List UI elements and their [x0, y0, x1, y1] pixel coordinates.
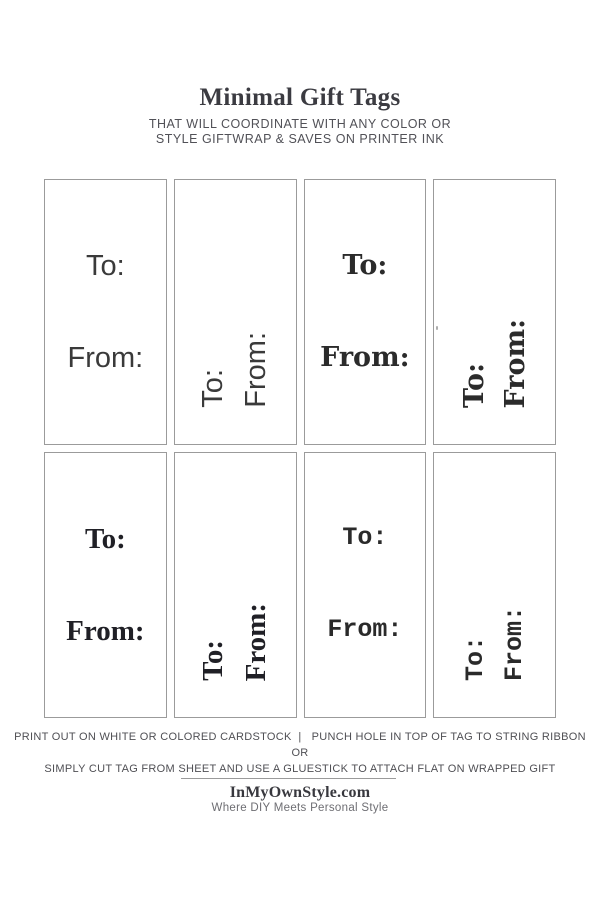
- gift-tag-4-vertical: [433, 179, 556, 445]
- from-label: From:: [66, 615, 145, 647]
- instructions-line-3: SIMPLY CUT TAG FROM SHEET AND USE A GLUESTICK TO ATTACH FLAT ON WRAPPED GIFT: [44, 763, 556, 775]
- subtitle-line-2: STYLE GIFTWRAP & SAVES ON PRINTER INK: [155, 131, 445, 146]
- instructions-line-2: OR: [291, 747, 309, 759]
- gift-tag-8-vertical: [433, 452, 556, 718]
- gift-tag-3-horizontal: [304, 179, 427, 445]
- to-label: To:: [460, 635, 490, 681]
- rotated-label-pair: [175, 332, 296, 408]
- from-label: From:: [499, 318, 531, 408]
- page-title: Minimal Gift Tags: [199, 84, 401, 111]
- rotated-label-pair: [434, 606, 555, 681]
- gift-tag-6-vertical: [174, 452, 297, 718]
- gift-tag-7-horizontal: [304, 452, 427, 718]
- from-label: From:: [320, 342, 410, 373]
- site-brand: InMyOwnStyle.com: [229, 784, 371, 801]
- print-instructions: [0, 729, 600, 777]
- gift-tag-grid: [44, 179, 556, 718]
- from-label: From:: [240, 332, 273, 408]
- rotated-label-pair: [434, 319, 555, 408]
- to-label: To:: [84, 523, 126, 555]
- rotated-label-pair: [175, 603, 296, 681]
- from-label: From:: [240, 602, 273, 681]
- to-label: To:: [458, 363, 490, 408]
- from-label: From:: [67, 342, 144, 374]
- gift-tag-2-vertical: [174, 179, 297, 445]
- to-label: To:: [342, 250, 388, 281]
- instructions-line-1: PRINT OUT ON WHITE OR COLORED CARDSTOCK | PUNCH HOLE IN TOP OF TAG TO STRING RIBBON: [14, 731, 586, 743]
- to-label: To:: [342, 523, 388, 552]
- site-tagline: Where DIY Meets Personal Style: [211, 802, 389, 814]
- to-label: To:: [197, 640, 230, 681]
- from-label: From:: [499, 605, 529, 681]
- to-label: To:: [197, 369, 230, 408]
- to-label: To:: [86, 250, 125, 282]
- gift-tag-1-horizontal: [44, 179, 167, 445]
- footer-divider: [181, 778, 396, 779]
- from-label: From:: [327, 615, 403, 644]
- page-subtitle: [0, 117, 600, 146]
- subtitle-line-1: THAT WILL COORDINATE WITH ANY COLOR OR: [148, 117, 452, 131]
- gift-tag-5-horizontal: [44, 452, 167, 718]
- page-header: [0, 84, 600, 146]
